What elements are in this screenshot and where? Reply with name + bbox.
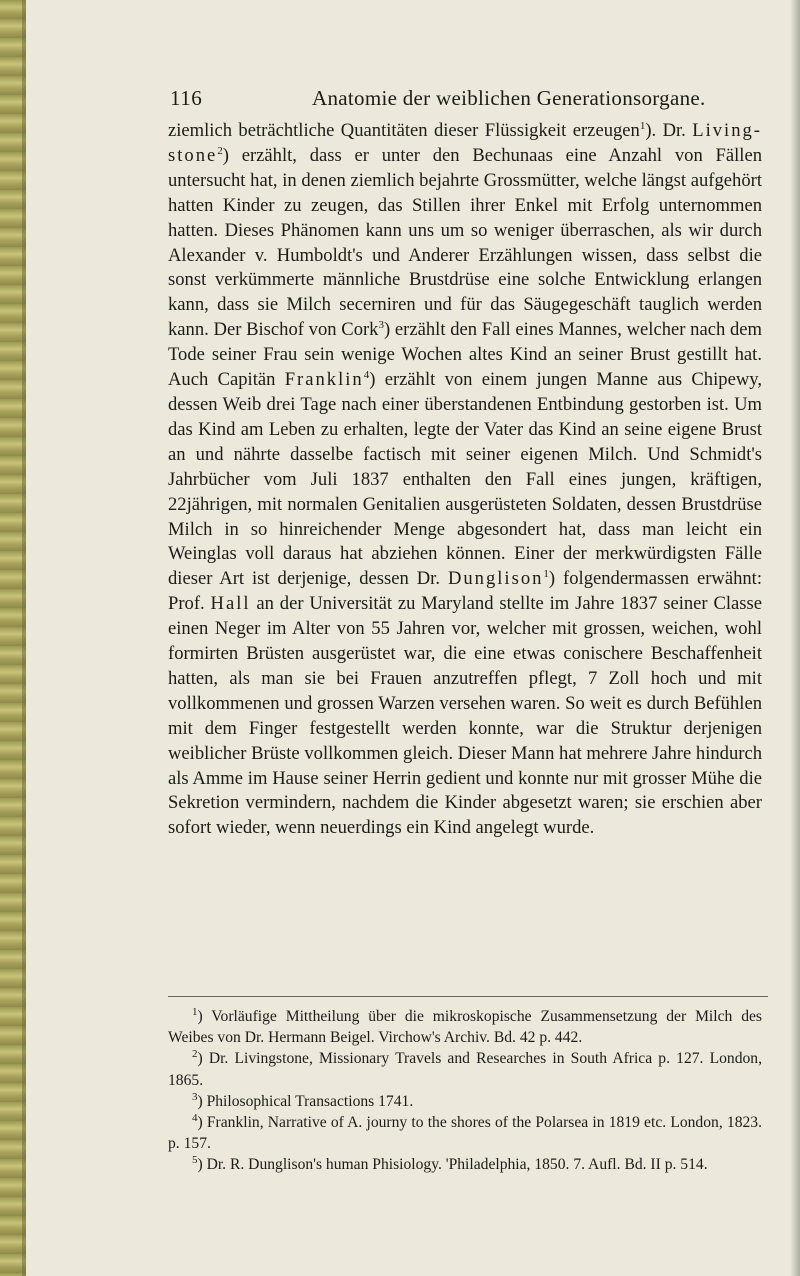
footnote-item	[168, 1091, 762, 1112]
footnote-text: ) Dr. R. Dunglison's human Phisiology. 'Philadelphia, 1850. 7. Aufl. Bd. II p. 514.	[197, 1156, 708, 1174]
person-name: Hall	[210, 593, 251, 615]
page-number: 116	[170, 86, 203, 110]
text-run: ) folgendermassen erwähnt: Prof.	[168, 568, 763, 615]
footnote-text: ) Vorläufige Mittheilung über die mikroskopische Zusammensetzung der Milch des Weibes von Dr. Hermann Beigel. Virchow's Archiv. Bd. 42 p. 442.	[168, 1008, 762, 1047]
text-run: ). Dr.	[645, 120, 693, 141]
footnote-item	[168, 1006, 762, 1048]
main-text-block	[168, 119, 762, 841]
footnote-mark: 1	[192, 1005, 198, 1018]
person-name: Dunglison	[447, 568, 544, 590]
footnote-reference: 2	[217, 144, 223, 157]
footnote-mark: 2	[192, 1048, 198, 1061]
person-name: Franklin	[284, 369, 364, 391]
page-edge-shadow	[790, 0, 800, 1276]
footnote-reference: 1	[639, 119, 646, 132]
footnote-text: ) Dr. Livingstone, Missionary Travels and Researches in South Africa p. 127. London, 1865.	[168, 1050, 762, 1089]
text-run: ) erzählt von einem jungen Manne aus Chipewy, dessen Weib drei Tage nach einer überstandenen Entbindung gestorben ist. Um das Kind am Leben zu erhalten, legte der Vater das Kind an seine eigene Brust an und nährte dasselbe factisch mit seiner eigenen Milch. Und Schmidt's Jahrbücher vom Juli 1837 enthalten den Fall eines jungen, kräftigen, 22jährigen, mit normalen Genitalien ausgerüsteten Soldaten, dessen Brustdrüse Milch in so hinreichender Menge abgesondert hat, dass man leicht ein Weinglas voll daraus hat abziehen können. Einer der merkwürdigsten Fälle dieser Art ist derjenige, dessen Dr.	[168, 369, 762, 590]
footnote-mark: 5	[192, 1154, 198, 1167]
footnote-divider	[168, 996, 768, 997]
running-title: Anatomie der weiblichen Generationsorgane.	[312, 86, 706, 110]
footnote-reference: 4	[363, 368, 370, 381]
footnote-item	[168, 1112, 762, 1154]
footnotes-block	[168, 1006, 762, 1176]
footnote-text: ) Philosophical Transactions 1741.	[197, 1092, 414, 1110]
body-paragraph	[168, 119, 762, 841]
text-run: an der Universität zu Maryland stellte im Jahre 1837 seiner Classe einen Neger im Alter von 55 Jahren vor, welcher mit grossen, weichen, wohl formirten Brüsten ausgerüstet war, die eine etwas conischere Beschaffenheit hatten, als man sie bei Frauen anzutreffen pflegt, 7 Zoll hoch und mit vollkommenen und grossen Warzen versehen waren. So weit es durch Befühlen mit dem Finger festgestellt werden konnte, war die Struktur derjenigen weiblicher Brüste vollkommen gleich. Dieser Mann hat mehrere Jahre hindurch als Amme im Hause seiner Herrin gedient und konnte nur mit grosser Mühe die Sekretion vermindern, nachdem die Kinder abgesetzt waren; sie erschien aber sofort wieder, wenn neuerdings ein Kind angelegt wurde.	[168, 593, 762, 839]
footnote-mark: 4	[192, 1111, 198, 1124]
footnote-text: ) Franklin, Narrative of A. journy to the shores of the Polarsea in 1819 etc. London, 1823. p. 157.	[168, 1114, 762, 1153]
footnote-reference: 3	[378, 319, 384, 332]
page-header	[170, 86, 706, 118]
text-run: ) erzählt den Fall eines Mannes, welcher nach dem Tode seiner Frau sein wenige Wochen altes Kind an seiner Brust gestillt hat. Auch Capitän	[168, 319, 762, 391]
footnote-item	[168, 1154, 762, 1175]
text-run: ziemlich beträchtliche Quantitäten dieser Flüssigkeit erzeugen	[168, 120, 640, 141]
footnote-item	[168, 1048, 762, 1090]
footnote-reference: 1	[543, 568, 549, 581]
footnote-mark: 3	[192, 1090, 198, 1103]
text-run: ) erzählt, dass er unter den Bechunaas eine Anzahl von Fällen untersucht hat, in denen ziemlich bejahrte Grossmütter, welche längst aufgehört hatten Kinder zu zeugen, das Stillen ihrer Enkel mit Erfolg unternommen hatten. Dieses Phänomen kann uns um so weniger überraschen, als wir durch Alexander v. Humboldt's und Anderer Erzählungen wissen, dass selbst die sonst verkümmerte männliche Brustdrüse eine solche Entwicklung erlangen kann, dass sie Milch secerniren und für das Säugegeschäft tauglich werden kann. Der Bischof von Cork	[168, 144, 762, 341]
person-name: Living-stone	[168, 120, 762, 166]
